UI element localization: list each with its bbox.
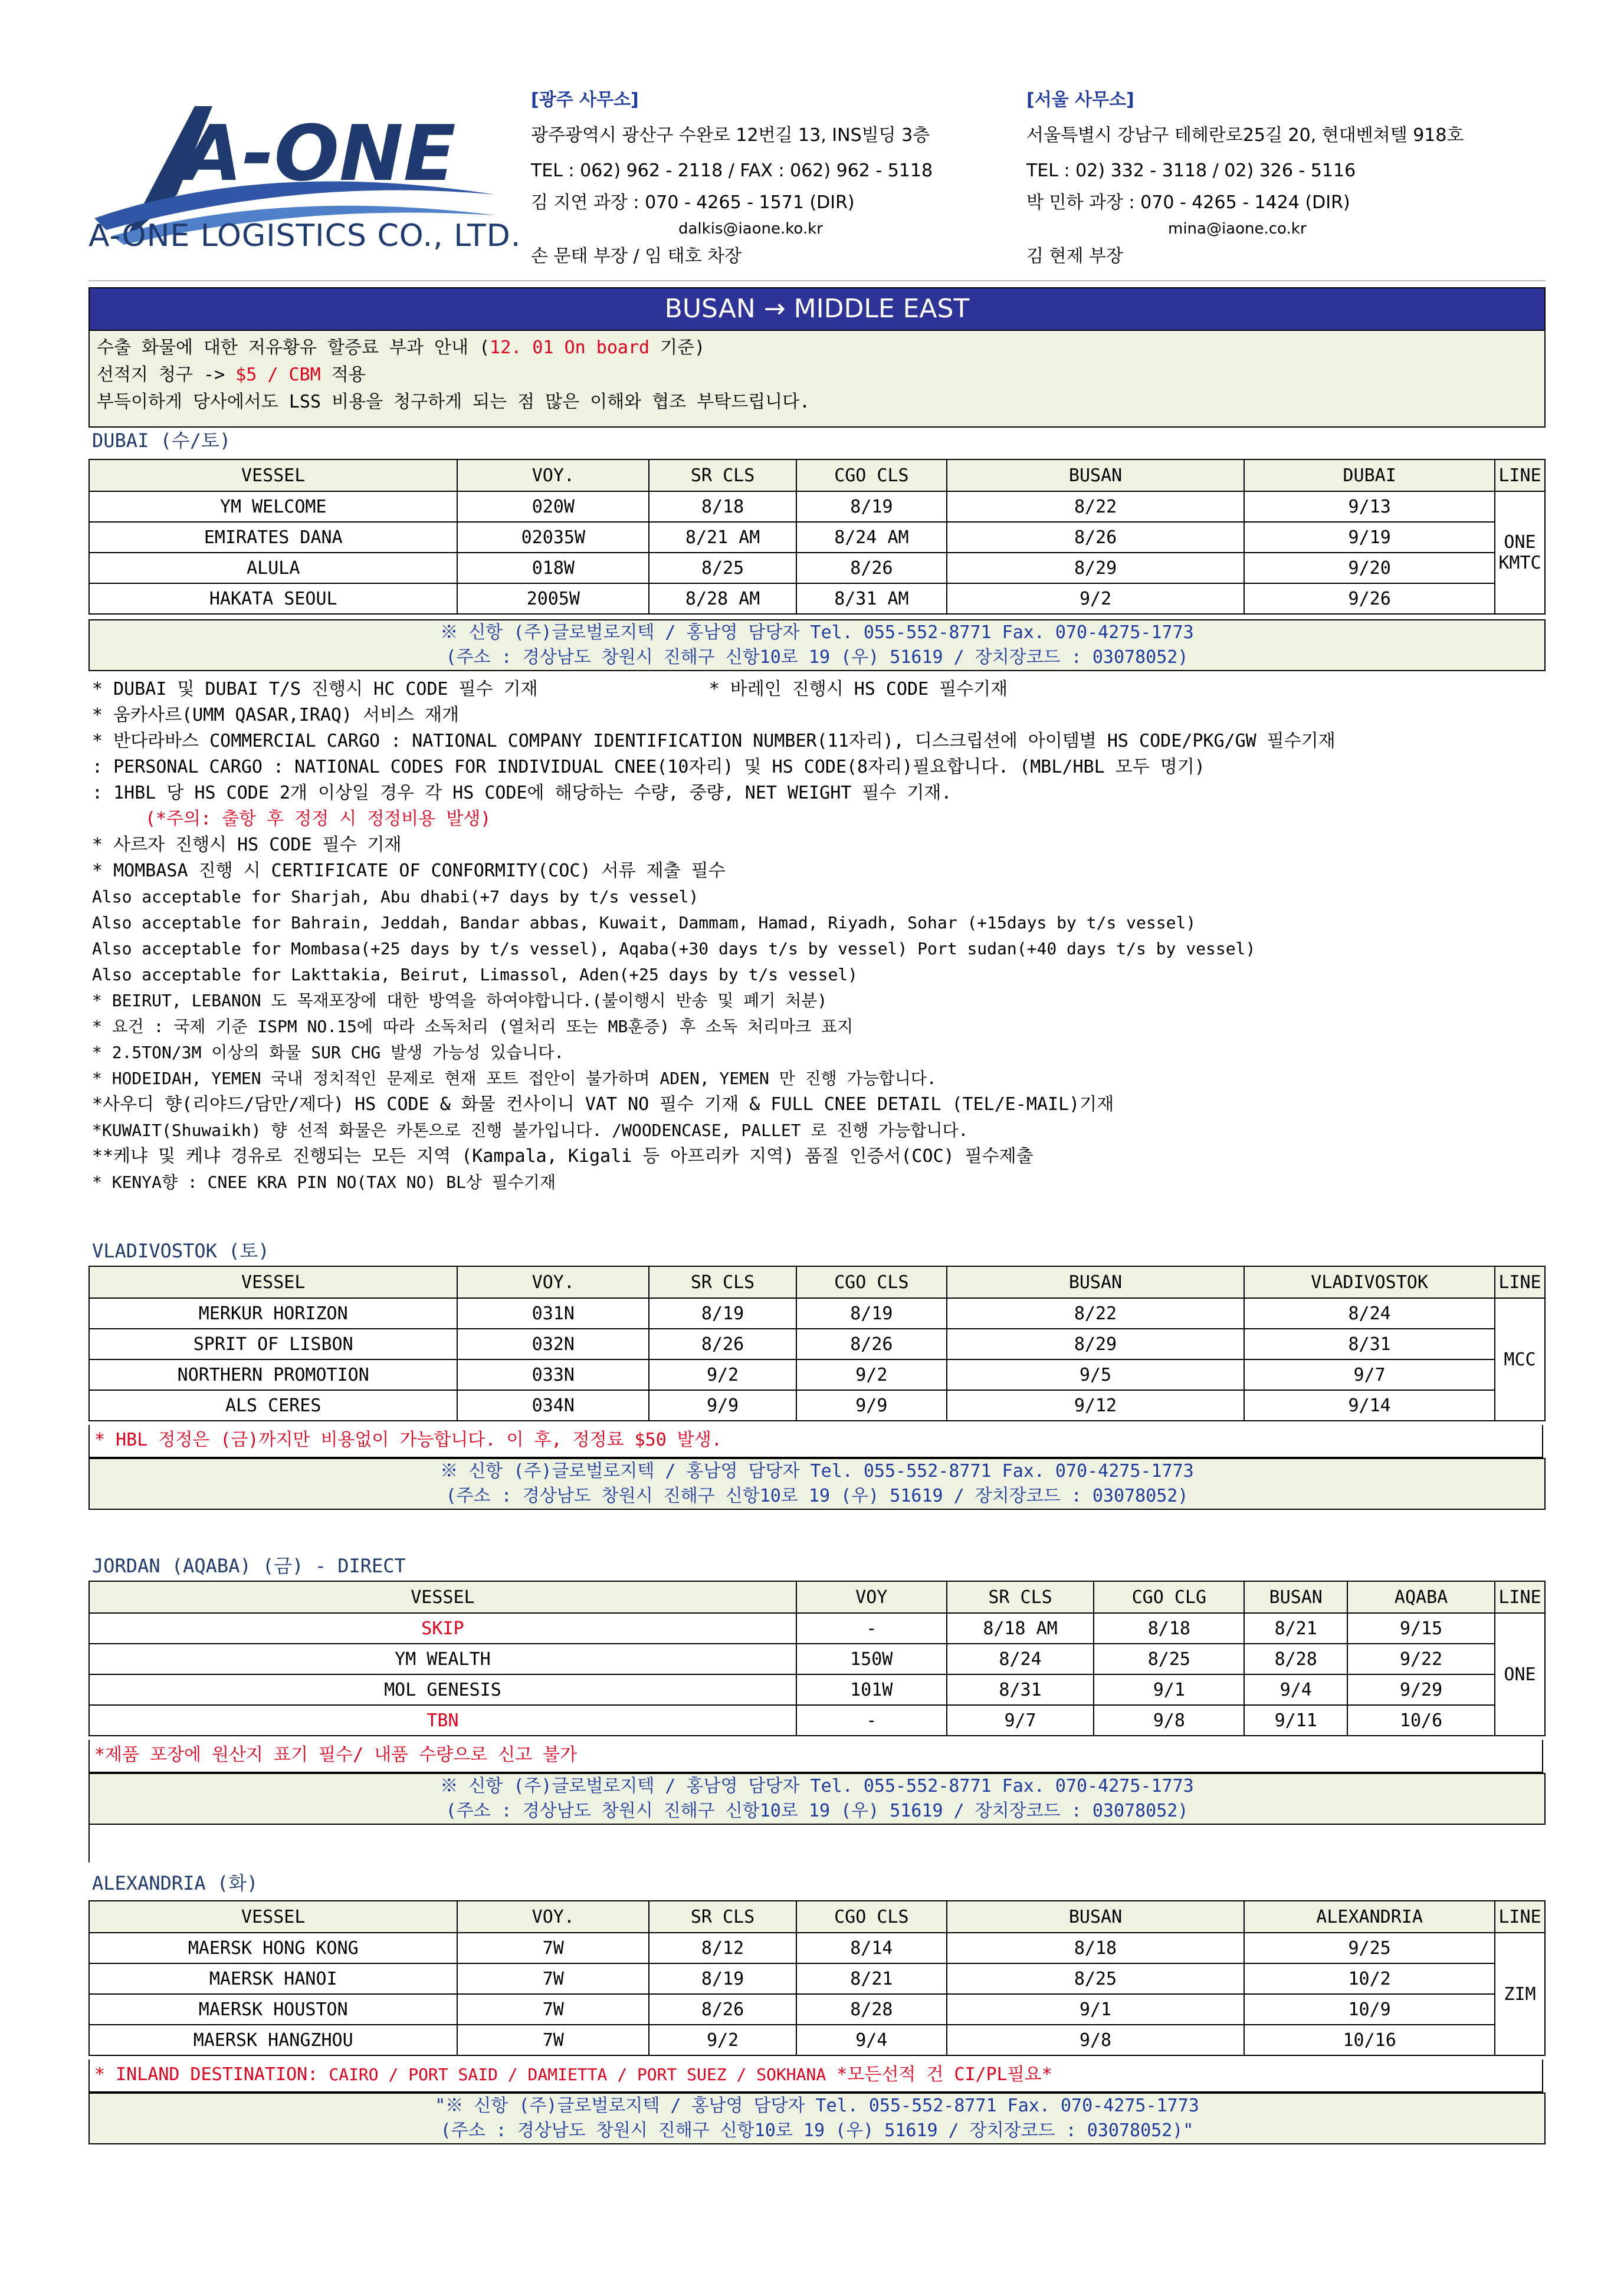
alexandria-cell: 9/25: [1244, 1933, 1495, 1963]
voy-cell: 02035W: [457, 522, 649, 553]
sr-cls-cell: 8/31: [947, 1674, 1094, 1705]
voy-cell: 033N: [457, 1359, 649, 1390]
table-row: [89, 2025, 1545, 2055]
aqaba-cell: 10/6: [1347, 1705, 1495, 1736]
voy-cell: 034N: [457, 1390, 649, 1421]
line-cell: ONE: [1495, 1613, 1545, 1736]
vladivostok-contact: [88, 1458, 1546, 1510]
busan-cell: 9/8: [947, 2025, 1245, 2055]
note-line: Also acceptable for Mombasa(+25 days by t/s vessel), Aqaba(+30 days t/s by vessel) Port sudan(+40 days t/s by vessel): [92, 939, 1256, 958]
note-line: * HODEIDAH, YEMEN 국내 정치적인 문제로 현재 포트 접안이 불가하며 ADEN, YEMEN 만 진행 가능합니다.: [92, 1069, 937, 1088]
aqaba-cell: 9/22: [1347, 1644, 1495, 1674]
seoul-office: [1026, 83, 1464, 272]
busan-cell: 8/22: [947, 1298, 1245, 1329]
col-busan: BUSAN: [947, 1901, 1245, 1933]
col-cgo-cls: CGO CLS: [796, 459, 947, 491]
table-row: [89, 1644, 1545, 1674]
busan-cell: 8/18: [947, 1933, 1245, 1963]
note-line: * BEIRUT, LEBANON 도 목재포장에 대한 방역을 하여야합니다.(불이행시 반송 및 폐기 처분): [92, 991, 828, 1010]
col-line: LINE: [1495, 1581, 1545, 1613]
notice-line-3: 부득이하게 당사에서도 LSS 비용을 청구하게 되는 점 많은 이해와 협조 부탁드립니다.: [97, 392, 811, 412]
alexandria-cell: 10/9: [1244, 1994, 1495, 2025]
note-line: * DUBAI 및 DUBAI T/S 진행시 HC CODE 필수 기재 * 바레인 진행시 HS CODE 필수기재: [92, 679, 1008, 699]
sr-cls-cell: 9/7: [947, 1705, 1094, 1736]
voy-cell: 150W: [796, 1644, 947, 1674]
col-voy: VOY.: [457, 1901, 649, 1933]
dubai-contact: [88, 619, 1546, 671]
sr-cls-cell: 8/19: [649, 1963, 796, 1994]
sr-cls-cell: 8/24: [947, 1644, 1094, 1674]
dubai-cell: 9/13: [1244, 491, 1495, 522]
jordan-note: *제품 포장에 원산지 표기 필수/ 내품 수량으로 신고 불가: [88, 1740, 1543, 1773]
busan-cell: 9/2: [947, 583, 1245, 614]
note-line: * 사르자 진행시 HS CODE 필수 기재: [92, 835, 402, 855]
contact-line-2: (주소 : 경상남도 창원시 진해구 신항10로 19 (우) 51619 / 장치장코드 : 03078052): [445, 647, 1189, 668]
gwangju-title: [광주 사무소]: [531, 90, 639, 110]
note-line: : PERSONAL CARGO : NATIONAL CODES FOR INDIVIDUAL CNEE(10자리) 및 HS CODE(8자리)필요합니다. (MBL/HBL 모두 명기): [92, 757, 1205, 777]
line-cell: ONE KMTC: [1495, 491, 1545, 614]
voy-cell: 7W: [457, 1933, 649, 1963]
col-voy: VOY.: [457, 1266, 649, 1298]
aqaba-cell: 9/15: [1347, 1613, 1495, 1644]
col-dubai: DUBAI: [1244, 459, 1495, 491]
busan-cell: 8/29: [947, 553, 1245, 583]
note-line: * MOMBASA 진행 시 CERTIFICATE OF CONFORMITY(COC) 서류 제출 필수: [92, 860, 726, 881]
vessel-cell: MOL GENESIS: [89, 1674, 796, 1705]
aqaba-cell: 9/29: [1347, 1674, 1495, 1705]
sr-cls-cell: 8/28 AM: [649, 583, 796, 614]
table-row: [89, 522, 1545, 553]
note-line: **케냐 및 케냐 경유로 진행되는 모든 지역 (Kampala, Kigali 등 아프리카 지역) 품질 인증서(COC) 필수제출: [92, 1146, 1034, 1167]
table-row: [89, 553, 1545, 583]
cgo-cls-cell: 9/4: [796, 2025, 947, 2055]
busan-cell: 8/25: [947, 1963, 1245, 1994]
contact-line-2: (주소 : 경상남도 창원시 진해구 신항10로 19 (우) 51619 / 장치장코드 : 03078052)": [440, 2120, 1194, 2141]
alexandria-header-row: [89, 1901, 1545, 1933]
col-cgo-cls: CGO CLS: [796, 1901, 947, 1933]
gwangju-email[interactable]: dalkis@iaone.ko.kr: [678, 220, 823, 238]
dubai-schedule-table: [88, 459, 1546, 615]
note-line: Also acceptable for Lakttakia, Beirut, Limassol, Aden(+25 days by t/s vessel): [92, 965, 858, 984]
cgo-cls-cell: 8/19: [796, 1298, 947, 1329]
alexandria-cell: 10/2: [1244, 1963, 1495, 1994]
note-line: Also acceptable for Sharjah, Abu dhabi(+7 days by t/s vessel): [92, 887, 699, 906]
cgo-cls-cell: 8/19: [796, 491, 947, 522]
header-divider: [88, 280, 1546, 281]
vessel-cell: EMIRATES DANA: [89, 522, 457, 553]
busan-cell: 8/26: [947, 522, 1245, 553]
dubai-cell: 9/20: [1244, 553, 1495, 583]
dubai-cell: 9/19: [1244, 522, 1495, 553]
cgo-cls-cell: 8/24 AM: [796, 522, 947, 553]
note-line: (*주의: 출항 후 정정 시 정정비용 발생): [145, 809, 491, 829]
voy-cell: 7W: [457, 1963, 649, 1994]
table-row: [89, 491, 1545, 522]
table-row: [89, 583, 1545, 614]
alexandria-contact: [88, 2093, 1546, 2144]
sr-cls-cell: 9/2: [649, 2025, 796, 2055]
logo-wordmark: A-ONE: [183, 109, 456, 198]
seoul-email[interactable]: mina@iaone.co.kr: [1168, 220, 1307, 238]
gwangju-address: 광주광역시 광산구 수완로 12번길 13, INS빌딩 3층: [531, 125, 930, 146]
vladivostok-schedule-table: [88, 1266, 1546, 1421]
col-busan: BUSAN: [1244, 1581, 1347, 1613]
table-row: [89, 1329, 1545, 1359]
company-name: A-ONE LOGISTICS CO., LTD.: [88, 218, 521, 254]
cgo-clg-cell: 9/8: [1094, 1705, 1244, 1736]
col-cgo-cls: CGO CLS: [796, 1266, 947, 1298]
jordan-schedule-table: [88, 1581, 1546, 1736]
contact-line-1: "※ 신항 (주)글로벌로지텍 / 홍남영 담당자 Tel. 055-552-8771 Fax. 070-4275-1773: [435, 2095, 1199, 2116]
col-sr-cls: SR CLS: [947, 1581, 1094, 1613]
cgo-cls-cell: 8/26: [796, 553, 947, 583]
note-line: *KUWAIT(Shuwaikh) 향 선적 화물은 카톤으로 진행 불가입니다. /WOODENCASE, PALLET 로 진행 가능합니다.: [92, 1121, 969, 1140]
voy-cell: -: [796, 1705, 947, 1736]
notice-line-2: 선적지 청구 -> $5 / CBM 적용: [97, 364, 366, 385]
voy-cell: 031N: [457, 1298, 649, 1329]
table-row: [89, 1359, 1545, 1390]
contact-line-1: ※ 신항 (주)글로벌로지텍 / 홍남영 담당자 Tel. 055-552-8771 Fax. 070-4275-1773: [440, 1776, 1194, 1796]
note-line: * KENYA향 : CNEE KRA PIN NO(TAX NO) BL상 필수기재: [92, 1172, 556, 1192]
note-line: * 2.5TON/3M 이상의 화물 SUR CHG 발생 가능성 있습니다.: [92, 1043, 565, 1062]
seoul-manager: 박 민하 과장 : 070 - 4265 - 1424 (DIR): [1026, 192, 1350, 213]
contact-line-1: ※ 신항 (주)글로벌로지텍 / 홍남영 담당자 Tel. 055-552-8771 Fax. 070-4275-1773: [440, 1461, 1194, 1482]
sr-cls-cell: 8/26: [649, 1994, 796, 2025]
cgo-cls-cell: 9/2: [796, 1359, 947, 1390]
vessel-cell: YM WEALTH: [89, 1644, 796, 1674]
vladivostok-header-row: [89, 1266, 1545, 1298]
alexandria-cell: 10/16: [1244, 2025, 1495, 2055]
lss-notice: [88, 330, 1546, 428]
vessel-cell: ALS CERES: [89, 1390, 457, 1421]
vladivostok-title: VLADIVOSTOK (토): [92, 1240, 270, 1262]
seoul-address: 서울특별시 강남구 테헤란로25길 20, 현대벤쳐텔 918호: [1026, 125, 1464, 146]
sr-cls-cell: 8/12: [649, 1933, 796, 1963]
vladivostok-cell: 9/7: [1244, 1359, 1495, 1390]
sr-cls-cell: 8/18 AM: [947, 1613, 1094, 1644]
jordan-header-row: [89, 1581, 1545, 1613]
busan-cell: 9/1: [947, 1994, 1245, 2025]
cgo-cls-cell: 8/31 AM: [796, 583, 947, 614]
col-busan: BUSAN: [947, 1266, 1245, 1298]
busan-cell: 9/4: [1244, 1674, 1347, 1705]
vessel-cell: TBN: [89, 1705, 796, 1736]
col-cgo-clg: CGO CLG: [1094, 1581, 1244, 1613]
busan-cell: 8/29: [947, 1329, 1245, 1359]
col-aqaba: AQABA: [1347, 1581, 1495, 1613]
voy-cell: 018W: [457, 553, 649, 583]
vladivostok-cell: 8/31: [1244, 1329, 1495, 1359]
col-vladivostok: VLADIVOSTOK: [1244, 1266, 1495, 1298]
gwangju-office: [531, 83, 933, 272]
sr-cls-cell: 9/9: [649, 1390, 796, 1421]
note-line: * 움카사르(UMM QASAR,IRAQ) 서비스 재개: [92, 705, 460, 725]
dubai-cell: 9/26: [1244, 583, 1495, 614]
gwangju-staff: 손 문태 부장 / 임 태호 차장: [531, 246, 742, 267]
sr-cls-cell: 8/19: [649, 1298, 796, 1329]
sr-cls-cell: 8/25: [649, 553, 796, 583]
cgo-cls-cell: 9/9: [796, 1390, 947, 1421]
vessel-cell: MAERSK HANGZHOU: [89, 2025, 457, 2055]
col-voy: VOY.: [457, 459, 649, 491]
table-row: [89, 1933, 1545, 1963]
col-line: LINE: [1495, 1266, 1545, 1298]
divider: [88, 1825, 90, 1863]
voy-cell: 7W: [457, 2025, 649, 2055]
voy-cell: 032N: [457, 1329, 649, 1359]
vessel-cell: SKIP: [89, 1613, 796, 1644]
busan-cell: 8/22: [947, 491, 1245, 522]
col-sr-cls: SR CLS: [649, 459, 796, 491]
seoul-staff: 김 현제 부장: [1026, 246, 1123, 267]
cgo-clg-cell: 9/1: [1094, 1674, 1244, 1705]
col-line: LINE: [1495, 1901, 1545, 1933]
note-line: Also acceptable for Bahrain, Jeddah, Bandar abbas, Kuwait, Dammam, Hamad, Riyadh, Sohar (+15days by t/s vessel): [92, 913, 1196, 932]
col-line: LINE: [1495, 459, 1545, 491]
col-vessel: VESSEL: [89, 1581, 796, 1613]
note-line: * 반다라바스 COMMERCIAL CARGO : NATIONAL COMPANY IDENTIFICATION NUMBER(11자리), 디스크립션에 아이템별 HS CODE/PKG/GW 필수기재: [92, 731, 1336, 751]
vessel-cell: YM WELCOME: [89, 491, 457, 522]
contact-line-1: ※ 신항 (주)글로벌로지텍 / 홍남영 담당자 Tel. 055-552-8771 Fax. 070-4275-1773: [440, 622, 1194, 643]
alexandria-note: * INLAND DESTINATION: CAIRO / PORT SAID / DAMIETTA / PORT SUEZ / SOKHANA *모든선적 건 CI/PL필요*: [88, 2059, 1543, 2093]
col-vessel: VESSEL: [89, 1901, 457, 1933]
cgo-cls-cell: 8/28: [796, 1994, 947, 2025]
gwangju-manager: 김 지연 과장 : 070 - 4265 - 1571 (DIR): [531, 192, 855, 213]
col-sr-cls: SR CLS: [649, 1266, 796, 1298]
route-banner: BUSAN → MIDDLE EAST: [88, 287, 1546, 331]
notice-line-1: 수출 화물에 대한 저유황유 할증료 부과 안내 (12. 01 On board 기준): [97, 337, 706, 358]
col-busan: BUSAN: [947, 459, 1245, 491]
dubai-header-row: [89, 459, 1545, 491]
vessel-cell: ALULA: [89, 553, 457, 583]
vessel-cell: MAERSK HANOI: [89, 1963, 457, 1994]
contact-line-2: (주소 : 경상남도 창원시 진해구 신항10로 19 (우) 51619 / 장치장코드 : 03078052): [445, 1801, 1189, 1821]
gwangju-tel: TEL : 062) 962 - 2118 / FAX : 062) 962 - 5118: [531, 160, 933, 181]
sr-cls-cell: 9/2: [649, 1359, 796, 1390]
dubai-notes: [92, 676, 1336, 1195]
vessel-cell: HAKATA SEOUL: [89, 583, 457, 614]
vessel-cell: MERKUR HORIZON: [89, 1298, 457, 1329]
cgo-cls-cell: 8/26: [796, 1329, 947, 1359]
jordan-contact: [88, 1773, 1546, 1825]
col-voy: VOY: [796, 1581, 947, 1613]
table-row: [89, 1963, 1545, 1994]
note-line: *사우디 향(리야드/담만/제다) HS CODE & 화물 컨사이니 VAT NO 필수 기재 & FULL CNEE DETAIL (TEL/E-MAIL)기재: [92, 1094, 1114, 1115]
vessel-cell: SPRIT OF LISBON: [89, 1329, 457, 1359]
busan-cell: 8/28: [1244, 1644, 1347, 1674]
line-cell: ZIM: [1495, 1933, 1545, 2055]
voy-cell: -: [796, 1613, 947, 1644]
voy-cell: 020W: [457, 491, 649, 522]
vladivostok-cell: 8/24: [1244, 1298, 1495, 1329]
line-cell: MCC: [1495, 1298, 1545, 1421]
vladivostok-note: * HBL 정정은 (금)까지만 비용없이 가능합니다. 이 후, 정정료 $50 발생.: [88, 1425, 1543, 1458]
jordan-title: JORDAN (AQABA) (금) - DIRECT: [92, 1555, 406, 1577]
vessel-cell: NORTHERN PROMOTION: [89, 1359, 457, 1390]
table-row: [89, 1298, 1545, 1329]
voy-cell: 7W: [457, 1994, 649, 2025]
seoul-title: [서울 사무소]: [1026, 90, 1134, 110]
busan-cell: 9/5: [947, 1359, 1245, 1390]
busan-cell: 8/21: [1244, 1613, 1347, 1644]
cgo-clg-cell: 8/18: [1094, 1613, 1244, 1644]
alexandria-title: ALEXANDRIA (화): [92, 1872, 258, 1894]
vessel-cell: MAERSK HOUSTON: [89, 1994, 457, 2025]
vladivostok-cell: 9/14: [1244, 1390, 1495, 1421]
sr-cls-cell: 8/18: [649, 491, 796, 522]
sr-cls-cell: 8/26: [649, 1329, 796, 1359]
col-alexandria: ALEXANDRIA: [1244, 1901, 1495, 1933]
contact-line-2: (주소 : 경상남도 창원시 진해구 신항10로 19 (우) 51619 / 장치장코드 : 03078052): [445, 1486, 1189, 1506]
col-vessel: VESSEL: [89, 459, 457, 491]
table-row: [89, 1613, 1545, 1644]
col-vessel: VESSEL: [89, 1266, 457, 1298]
alexandria-schedule-table: [88, 1900, 1546, 2056]
table-row: [89, 1674, 1545, 1705]
cgo-clg-cell: 8/25: [1094, 1644, 1244, 1674]
table-row: [89, 1390, 1545, 1421]
table-row: [89, 1994, 1545, 2025]
busan-cell: 9/12: [947, 1390, 1245, 1421]
voy-cell: 101W: [796, 1674, 947, 1705]
col-sr-cls: SR CLS: [649, 1901, 796, 1933]
note-line: * 요건 : 국제 기준 ISPM NO.15에 따라 소독처리 (열처리 또는 MB훈증) 후 소독 처리마크 표지: [92, 1017, 854, 1036]
note-line: : 1HBL 당 HS CODE 2개 이상일 경우 각 HS CODE에 해당하는 수량, 중량, NET WEIGHT 필수 기재.: [92, 783, 952, 803]
dubai-title: DUBAI (수/토): [92, 429, 231, 452]
cgo-cls-cell: 8/21: [796, 1963, 947, 1994]
table-row: [89, 1705, 1545, 1736]
sr-cls-cell: 8/21 AM: [649, 522, 796, 553]
seoul-tel: TEL : 02) 332 - 3118 / 02) 326 - 5116: [1026, 160, 1356, 181]
cgo-cls-cell: 8/14: [796, 1933, 947, 1963]
voy-cell: 2005W: [457, 583, 649, 614]
busan-cell: 9/11: [1244, 1705, 1347, 1736]
vessel-cell: MAERSK HONG KONG: [89, 1933, 457, 1963]
